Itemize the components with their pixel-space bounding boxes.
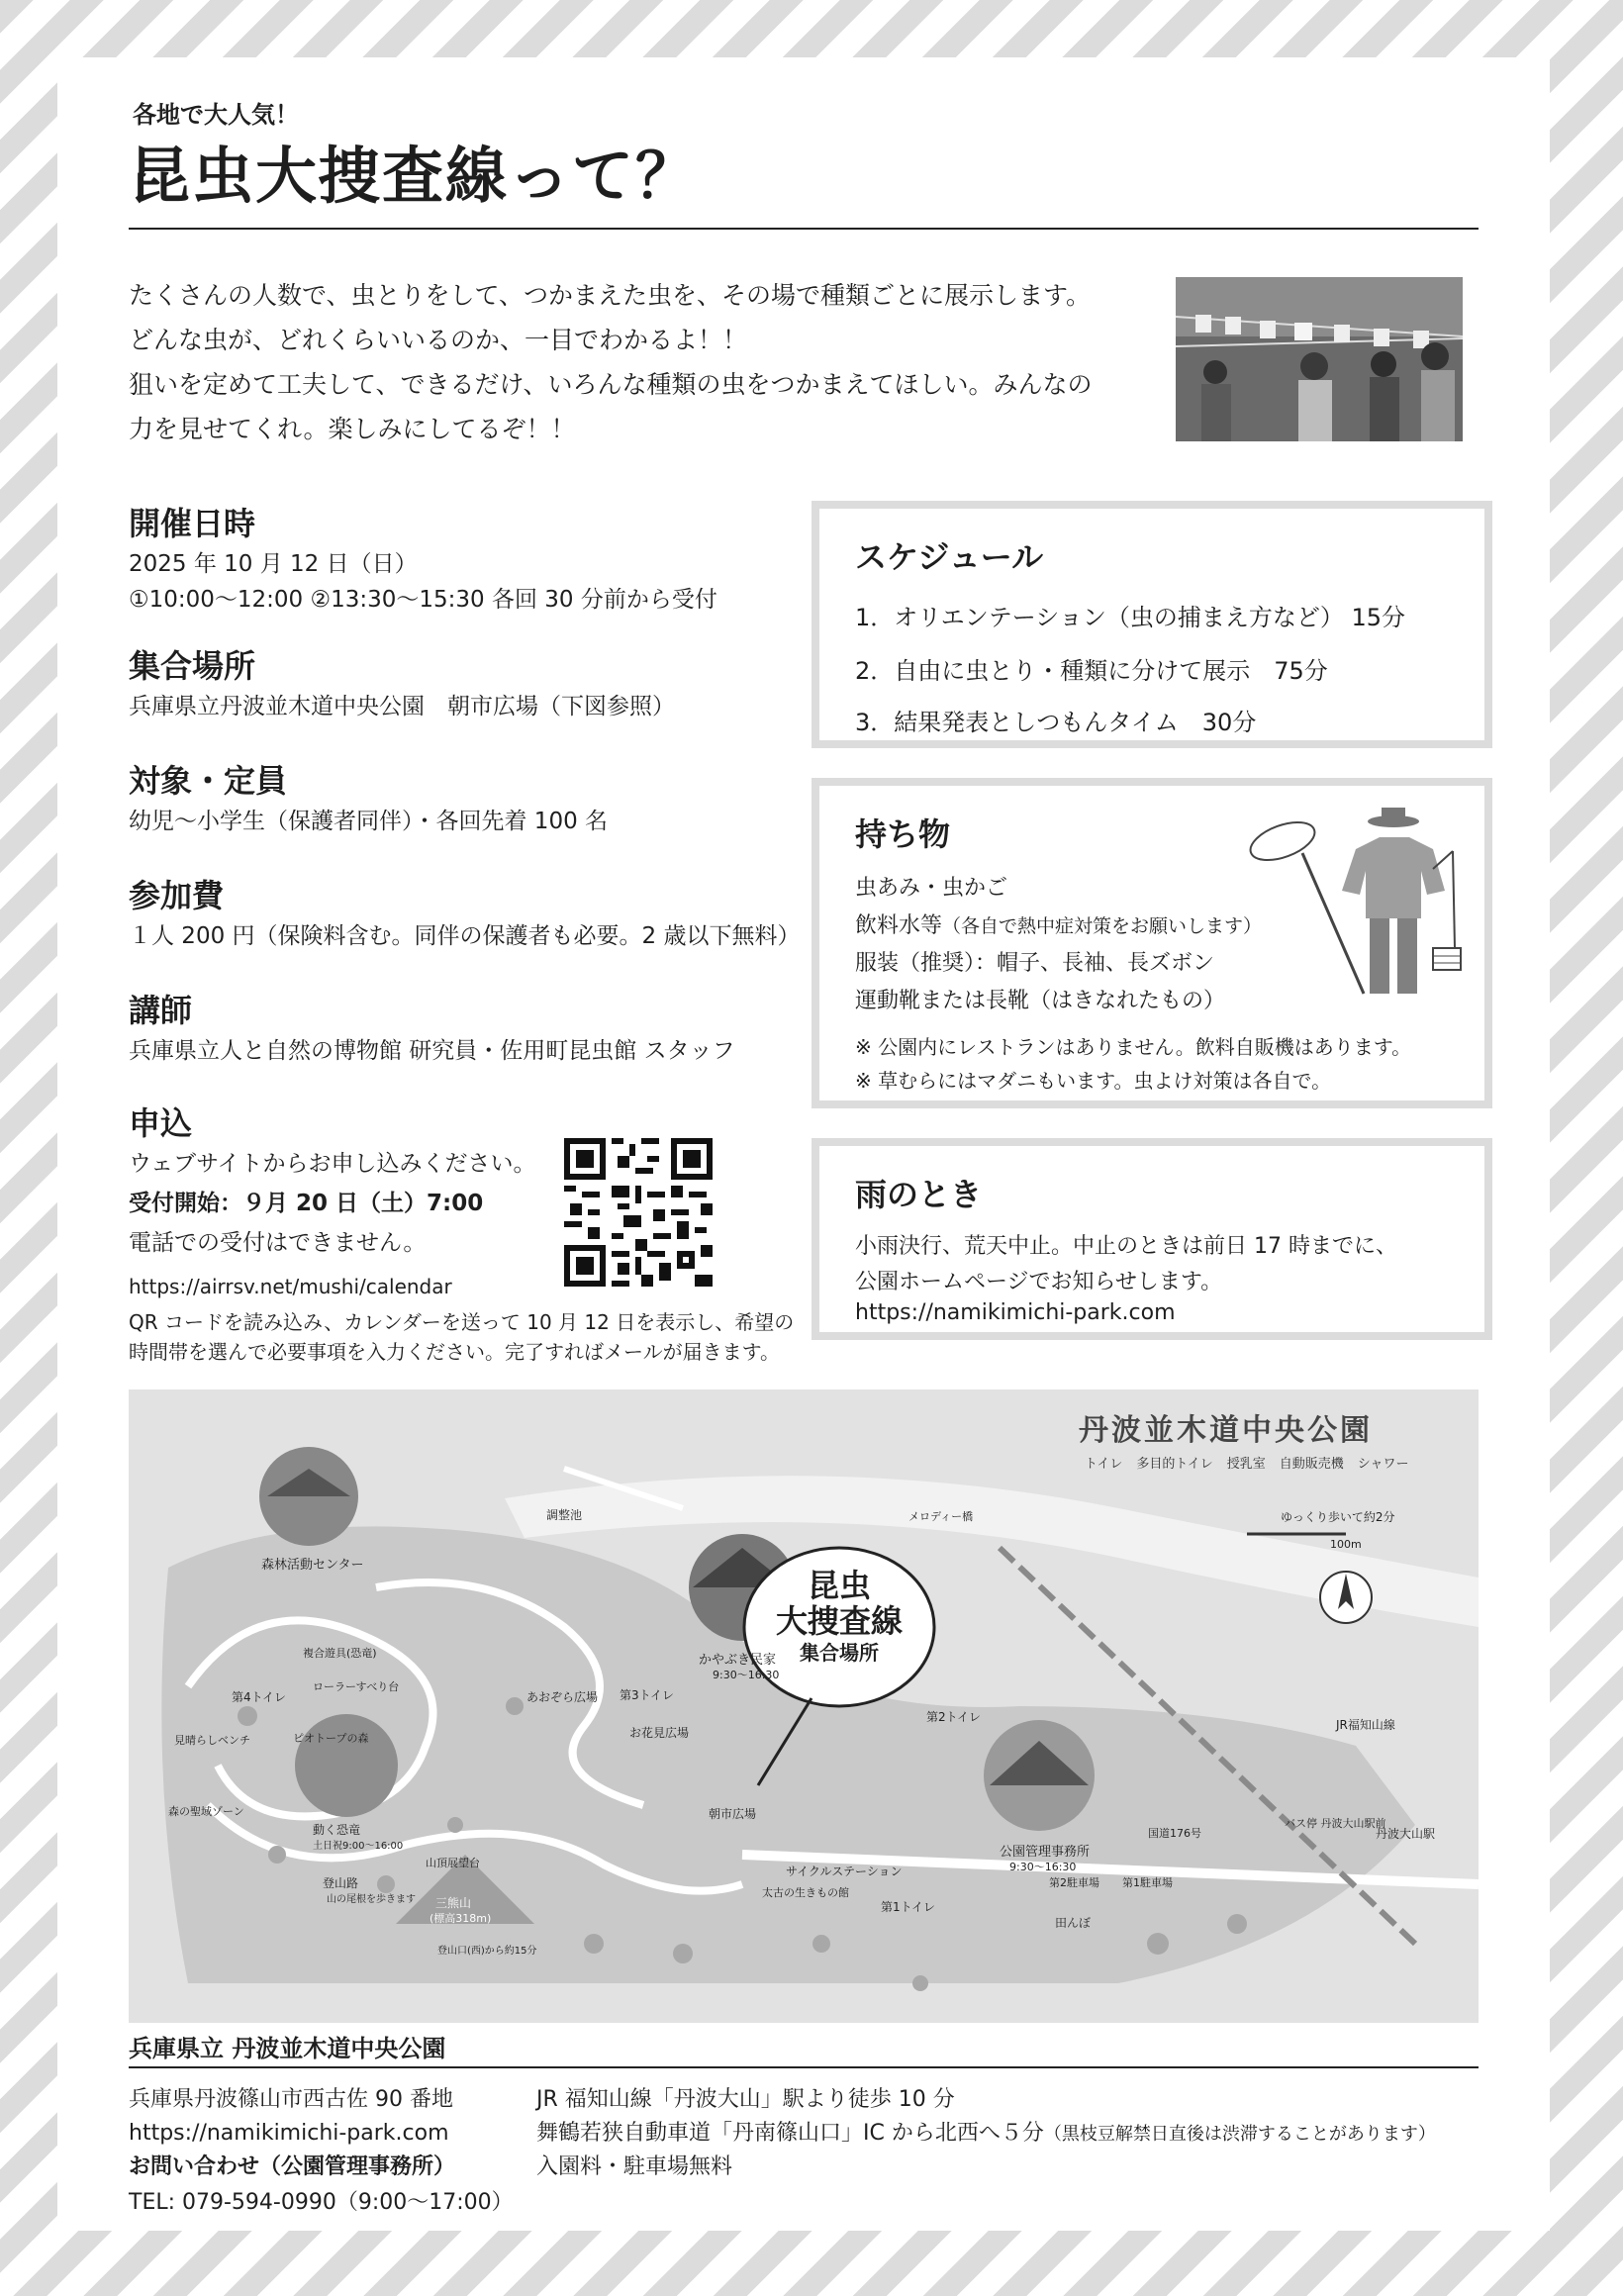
schedule-item: 1．オリエンテーション（虫の捕まえ方など） 15分 (855, 604, 1405, 631)
belonging-item-note: （各自で熱中症対策をお願いします） (942, 915, 1263, 937)
place-text: 兵庫県立丹波並木道中央公園 朝市広場（下図参照） (129, 694, 675, 719)
target-text: 幼児～小学生（保護者同伴）・各回先着 100 名 (129, 809, 609, 834)
rain-text: 公園ホームページでお知らせします。 (855, 1270, 1223, 1294)
access-car (536, 2116, 1436, 2152)
badge-line: 集合場所 (800, 1641, 879, 1665)
shower-legend: シャワー (1357, 1457, 1409, 1472)
map-label: お花見広場 (629, 1726, 690, 1740)
map-legend (1085, 1453, 1409, 1472)
target-heading: 対象・定員 (129, 762, 288, 800)
map-label: 太古の生きもの館 (762, 1886, 849, 1899)
map-label: 複合遊具(恐竜) (303, 1647, 377, 1660)
schedule-heading: スケジュール (855, 538, 1044, 576)
date-text: 2025 年 10 月 12 日（日） (129, 551, 418, 577)
map-label: 第1トイレ (881, 1900, 936, 1914)
apply-phone-note: 電話での受付はできません。 (129, 1230, 427, 1256)
map-label: 動く恐竜 (313, 1823, 361, 1837)
map-label: 山の尾根を歩きます (327, 1894, 416, 1905)
map-label: 森林活動センター (261, 1558, 364, 1573)
rain-url[interactable]: https://namikimichi-park.com (855, 1300, 1176, 1325)
fee-text: １人 200 円（保険料含む。同伴の保護者も必要。2 歳以下無料） (129, 923, 801, 949)
map-label: 公園管理事務所 (1000, 1845, 1091, 1860)
belonging-item: 虫あみ・虫かご (855, 876, 1008, 901)
title-divider (129, 228, 1479, 230)
apply-url[interactable]: https://airrsv.net/mushi/calendar (129, 1275, 452, 1298)
map-label: 第3トイレ (620, 1688, 675, 1702)
belongings-note: ※ 草むらにはマダニもいます。虫よけ対策は各自で。 (855, 1069, 1332, 1093)
apply-note: 時間帯を選んで必要事項を入力ください。完了すればメールが届きます。 (129, 1340, 780, 1364)
map-label: 朝市広場 (709, 1807, 757, 1821)
access-train: JR 福知山線「丹波大山」駅より徒歩 10 分 (536, 2087, 955, 2112)
map-label: JR福知山線 (1336, 1718, 1395, 1732)
map-label: かやぶき民家 (699, 1653, 777, 1668)
footer-url[interactable]: https://namikimichi-park.com (129, 2121, 449, 2146)
map-label: ローラーすべり台 (313, 1680, 400, 1693)
apply-start: 受付開始：９月 20 日（土）7:00 (129, 1191, 484, 1216)
belongings-box (812, 778, 1492, 1108)
map-label: 9:30～16:30 (713, 1669, 780, 1681)
apply-note: QR コードを読み込み、カレンダーを送って 10 月 12 日を表示し、希望の (129, 1310, 795, 1334)
flyer-sheet (57, 57, 1550, 2231)
belonging-item (855, 909, 1262, 939)
map-scale-unit: 100m (1330, 1538, 1362, 1551)
footer-contact: お問い合わせ（公園管理事務所） (129, 2154, 456, 2179)
place-heading: 集合場所 (129, 647, 256, 685)
intro-line: 力を見せてくれ。楽しみにしてるぞ！！ (129, 415, 576, 443)
footer-address: 兵庫県丹波篠山市西古佐 90 番地 (129, 2087, 453, 2112)
map-park-name: 丹波並木道中央公園 (1079, 1413, 1373, 1448)
map-label: 登山口(西)から約15分 (437, 1946, 537, 1957)
map-label: 土日祝9:00～16:00 (313, 1841, 404, 1852)
map-label: 森の聖域ゾーン (168, 1805, 244, 1818)
map-label: 第4トイレ (232, 1690, 287, 1704)
fee-heading: 参加費 (129, 877, 225, 914)
rain-heading: 雨のとき (855, 1176, 983, 1213)
nursing-room-legend: 授乳室 (1226, 1457, 1266, 1472)
apply-heading: 申込 (129, 1104, 193, 1142)
accessible-toilet-legend: 多目的トイレ (1136, 1457, 1213, 1472)
intro-line: 狙いを定めて工夫して、できるだけ、いろんな種類の虫をつかまえてほしい。みんなの (129, 370, 1093, 399)
access-car-main: 舞鶴若狭自動車道「丹南篠山口」IC から北西へ５分 (536, 2121, 1044, 2146)
belonging-item: 運動靴または長靴（はきなれたもの） (855, 989, 1226, 1013)
belongings-note: ※ 公園内にレストランはありません。飲料自販機はあります。 (855, 1035, 1412, 1059)
map-label: あおぞら広場 (526, 1690, 599, 1704)
footer-divider (129, 2066, 1479, 2068)
badge-line: 昆虫 (807, 1567, 871, 1604)
map-label: 国道176号 (1148, 1827, 1201, 1840)
schedule-box (812, 501, 1492, 748)
map-label: ピオトープの森 (293, 1732, 369, 1745)
lecturer-heading: 講師 (129, 992, 193, 1029)
meeting-point-badge (772, 1568, 907, 1667)
map-label: 9:30～16:30 (1009, 1861, 1077, 1873)
page-title: 昆虫大捜査線って？ (129, 140, 700, 212)
map-label: バス停 丹波大山駅前 (1285, 1817, 1386, 1830)
rain-box (812, 1138, 1492, 1340)
map-label: 田んぼ (1055, 1916, 1092, 1930)
toilet-legend: トイレ (1085, 1457, 1123, 1472)
map-label: 調整池 (546, 1508, 583, 1522)
map-scale-note: ゆっくり歩いて約2分 (1281, 1510, 1395, 1524)
lecturer-text: 兵庫県立人と自然の博物館 研究員・佐用町昆虫館 スタッフ (129, 1038, 735, 1064)
map-label: 第1駐車場 (1122, 1876, 1173, 1889)
rain-text: 小雨決行、荒天中止。中止のときは前日 17 時までに、 (855, 1234, 1397, 1259)
belongings-heading: 持ち物 (855, 815, 951, 853)
map-label: (標高318m) (430, 1912, 492, 1925)
belonging-item-main: 飲料水等 (855, 913, 943, 938)
event-photo (1176, 277, 1463, 441)
map-label: メロディー橋 (908, 1510, 974, 1523)
access-car-note: （黒枝豆解禁日直後は渋滞することがあります） (1043, 2124, 1436, 2145)
map-label: 見晴らしベンチ (174, 1734, 250, 1747)
schedule-item: 3．結果発表としつもんタイム 30分 (855, 709, 1257, 736)
map-label: 三熊山 (435, 1896, 472, 1910)
footer-tel: TEL: 079-594-0990（9:00～17:00） (129, 2190, 514, 2215)
map-label: 山頂展望台 (426, 1857, 480, 1869)
intro-text (129, 273, 1118, 451)
qr-code[interactable] (564, 1138, 713, 1287)
intro-line: どんな虫が、どれくらいいるのか、一目でわかるよ！！ (129, 326, 748, 354)
map-label: 第2トイレ (926, 1710, 982, 1724)
belongings-illustration (1245, 800, 1463, 1002)
intro-line: たくさんの人数で、虫とりをして、つかまえた虫を、その場で種類ごとに展示します。 (129, 281, 1092, 310)
catchphrase: 各地で大人気！ (133, 101, 299, 129)
apply-text: ウェブサイトからお申し込みください。 (129, 1151, 536, 1177)
vending-machine-legend: 自動販売機 (1279, 1457, 1344, 1472)
access-fee: 入園料・駐車場無料 (536, 2154, 733, 2179)
belonging-item: 服装（推奨）：帽子、長袖、長ズボン (855, 951, 1215, 976)
map-label: サイクルステーション (786, 1865, 903, 1878)
badge-line: 大捜査線 (775, 1602, 903, 1640)
park-map (129, 1389, 1479, 2023)
map-label: 第2駐車場 (1049, 1876, 1099, 1889)
schedule-item: 2．自由に虫とり・種類に分けて展示 75分 (855, 657, 1328, 685)
date-heading: 開催日時 (129, 505, 256, 542)
map-label: 登山路 (323, 1876, 359, 1890)
time-text: ①10:00～12:00 ②13:30～15:30 各回 30 分前から受付 (129, 587, 717, 613)
map-label: 丹波大山駅 (1376, 1827, 1436, 1841)
footer-park-name: 兵庫県立 丹波並木道中央公園 (129, 2035, 446, 2062)
